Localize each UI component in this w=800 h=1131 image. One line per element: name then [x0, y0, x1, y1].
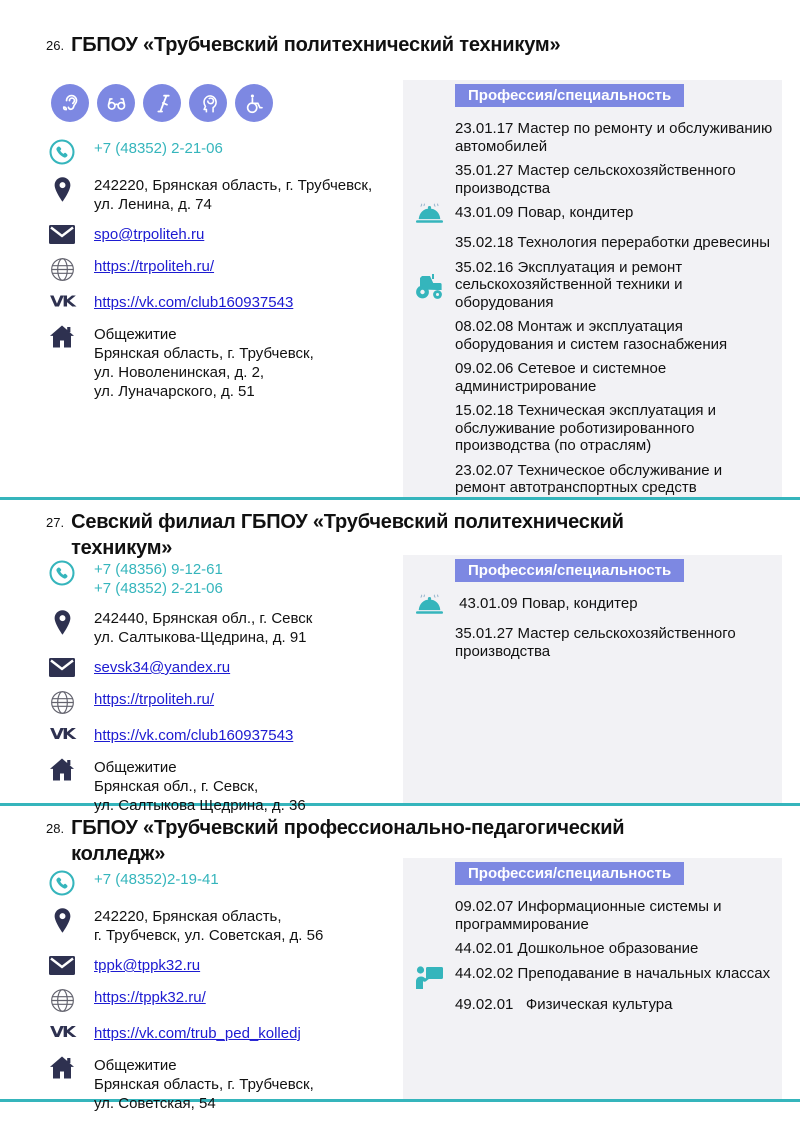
vk-link[interactable]: https://vk.com/club160937543 [94, 294, 294, 311]
professions-header-badge: Профессия/специальность [455, 862, 684, 885]
hearing-impairment-icon [51, 84, 89, 122]
college-entry-26 [0, 0, 800, 500]
profession-item: 23.02.07 Техническое обслуживание и ремонт автотранспортных средств [455, 461, 727, 496]
profession-item: 09.02.07 Информационные системы и программирование [455, 898, 726, 933]
entry-heading [0, 0, 800, 58]
profession-item: 44.02.02 Преподавание в начальных классах [403, 965, 782, 989]
vk-icon: VK [50, 725, 74, 744]
entry-number: 27. [46, 515, 65, 530]
globe-icon [47, 257, 77, 282]
email-link[interactable]: spo@trpoliteh.ru [94, 226, 205, 243]
profession-item: 15.02.18 Техническая эксплуатация и обслуживание роботизированного производства (по отраслям) [455, 402, 721, 454]
vision-impairment-icon [97, 84, 135, 122]
profession-item: 23.01.17 Мастер по ремонту и обслуживанию автомобилей [455, 120, 777, 155]
dormitory-text: Общежитие Брянская область, г. Трубчевск, ул. Советская, 54 [94, 1057, 314, 1112]
cognitive-impairment-icon [189, 84, 227, 122]
accessibility-icons-row [51, 84, 399, 122]
envelope-icon [47, 956, 77, 975]
phone-row [47, 870, 399, 896]
professions-header-badge: Профессия/специальность [455, 84, 684, 107]
vk-link[interactable]: https://vk.com/trub_ped_kolledj [94, 1025, 301, 1042]
vk-link[interactable]: https://vk.com/club160937543 [94, 727, 294, 744]
address-text: 242220, Брянская область, г. Трубчевск, ул. Ленина, д. 74 [94, 177, 373, 213]
profession-item: 08.02.08 Монтаж и эксплуатация оборудования и систем газоснабжения [455, 318, 728, 353]
address-row [47, 907, 399, 945]
entry-title: Севский филиал ГБПОУ «Трубчевский политехнический техникум» [71, 511, 624, 559]
profession-item: 35.02.18 Технология переработки древесины [455, 234, 771, 251]
wheelchair-user-icon [235, 84, 273, 122]
entry-title: ГБПОУ «Трубчевский профессионально-педагогический колледж» [71, 817, 625, 865]
entry-number: 26. [46, 38, 65, 53]
email-row [47, 956, 399, 977]
website-row [47, 988, 399, 1013]
dormitory-row [47, 325, 399, 401]
entry-title: ГБПОУ «Трубчевский политехнический техникум» [71, 34, 561, 56]
phone-icon [47, 870, 77, 896]
globe-icon [47, 690, 77, 715]
location-pin-icon [47, 907, 77, 934]
dormitory-text: Общежитие Брянская область, г. Трубчевск, ул. Новоленинская, д. 2, ул. Луначарского, д. 51 [94, 326, 314, 400]
chef-cloche-icon [403, 204, 455, 227]
envelope-icon [47, 225, 77, 244]
phone-icon [47, 139, 77, 165]
contact-column [47, 870, 399, 1124]
profession-item: 35.02.16 Эксплуатация и ремонт сельскохозяйственной техники и оборудования [403, 259, 782, 312]
dormitory-row [47, 1056, 399, 1113]
phone-row [47, 560, 399, 598]
website-link[interactable]: https://trpoliteh.ru/ [94, 258, 215, 275]
address-row [47, 609, 399, 647]
entry-heading [0, 500, 800, 561]
phone-number: +7 (48352)2-19-41 [94, 871, 219, 888]
address-text: 242220, Брянская область, г. Трубчевск, ул. Советская, д. 56 [94, 908, 324, 944]
profession-item: 49.02.01 Физическая культура [455, 995, 673, 1013]
website-row [47, 257, 399, 282]
phone-numbers: +7 (48356) 9-12-61 +7 (48352) 2-21-06 [94, 561, 223, 597]
house-icon [47, 758, 77, 781]
phone-row [47, 139, 399, 165]
house-icon [47, 325, 77, 348]
email-link[interactable]: sevsk34@yandex.ru [94, 659, 231, 676]
contact-column [47, 560, 399, 826]
entry-number: 28. [46, 821, 65, 836]
vk-icon: VK [50, 1023, 74, 1042]
email-link[interactable]: tppk@tppk32.ru [94, 957, 201, 974]
location-pin-icon [47, 609, 77, 636]
envelope-icon [47, 658, 77, 677]
chef-cloche-icon [403, 595, 455, 618]
crutch-icon [143, 84, 181, 122]
email-row [47, 225, 399, 246]
professions-header-badge: Профессия/специальность [455, 559, 684, 582]
contact-column [47, 84, 399, 412]
profession-item: 43.01.09 Повар, кондитер [403, 595, 782, 618]
dormitory-text: Общежитие Брянская обл., г. Севск, ул. Салтыкова Щедрина, д. 36 [94, 759, 306, 814]
website-row [47, 690, 399, 715]
teacher-icon [403, 965, 455, 989]
address-row [47, 176, 399, 214]
profession-item: 35.01.27 Мастер сельскохозяйственного производства [455, 625, 740, 660]
website-link[interactable]: https://trpoliteh.ru/ [94, 691, 215, 708]
house-icon [47, 1056, 77, 1079]
globe-icon [47, 988, 77, 1013]
professions-panel [403, 555, 782, 803]
vk-row [47, 726, 399, 747]
profession-item: 09.02.06 Сетевое и системное администрирование [455, 360, 671, 395]
phone-number: +7 (48352) 2-21-06 [94, 140, 223, 157]
email-row [47, 658, 399, 679]
vk-row [47, 293, 399, 314]
address-text: 242440, Брянская обл., г. Севск ул. Салтыкова-Щедрина, д. 91 [94, 610, 313, 646]
profession-item: 43.01.09 Повар, кондитер [403, 204, 782, 227]
location-pin-icon [47, 176, 77, 203]
profession-item: 44.02.01 Дошкольное образование [455, 940, 699, 957]
profession-item: 35.01.27 Мастер сельскохозяйственного производства [455, 162, 740, 197]
professions-panel [403, 858, 782, 1099]
vk-icon: VK [50, 292, 74, 311]
website-link[interactable]: https://tppk32.ru/ [94, 989, 206, 1006]
vk-row [47, 1024, 399, 1045]
college-entry-28 [0, 806, 800, 1112]
tractor-icon [403, 259, 455, 312]
college-entry-27 [0, 500, 800, 814]
professions-panel [403, 80, 782, 497]
phone-icon [47, 560, 77, 586]
